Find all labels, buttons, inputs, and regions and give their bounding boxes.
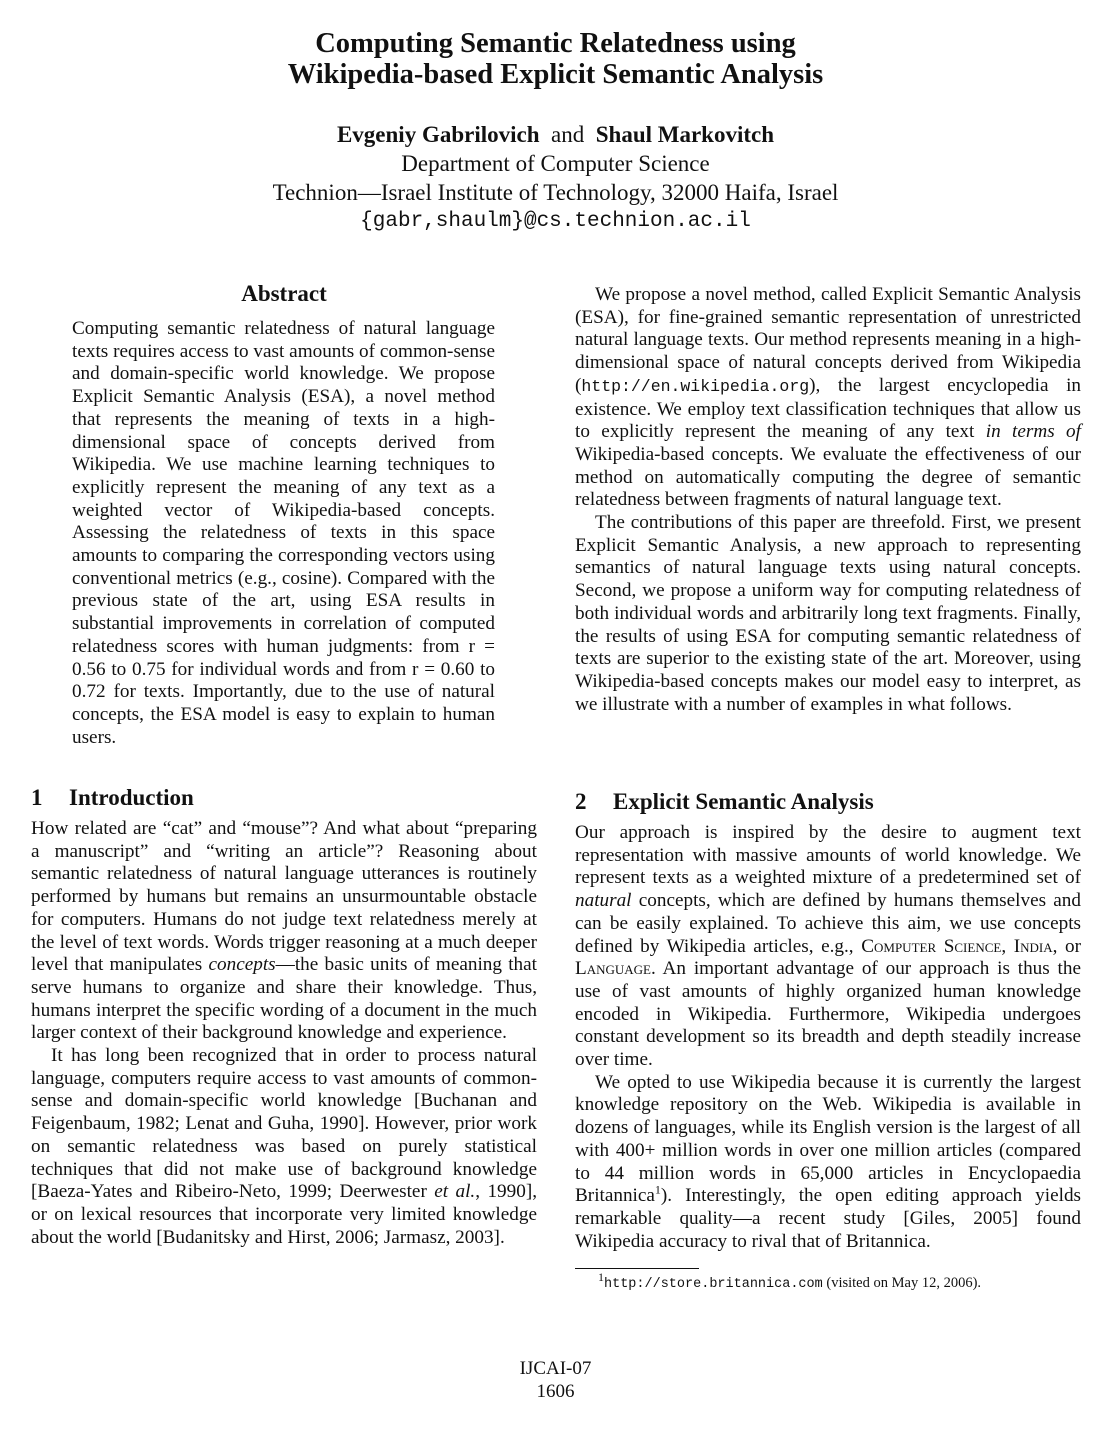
- esa-paragraph-2: We opted to use Wikipedia because it is currently the largest knowledge repository on the Web. Wikipedia is available in dozens of languages, while its English version is the largest of all with 400+ million words in over one million articles (compared to 44 million words in 65,000 articles in Encyclopaedia Britannica$^1$). Interestingly, the open editing approach yields remarkable quality—a recent study [Giles, 2005] found Wikipedia accuracy to rival that of Britannica.: [575, 1071, 1081, 1252]
- esa-body: [575, 822, 1081, 1253]
- concept-language: Language: [575, 958, 651, 980]
- abstract-text: Computing semantic relatedness of natural language texts requires access to vast amounts of common-sense and domain-specific world knowledge. We propose Explicit Semantic Analysis (ESA), a novel method that represents the meaning of texts in a high-dimensional space of concepts derived from Wikipedia. We use machine learning techniques to explicitly represent the meaning of any text as a weighted vector of Wikipedia-based concepts. Assessing the relatedness of texts in this space amounts to comparing the corresponding vectors using conventional metrics (e.g., cosine). Compared with the previous state of the art, using ESA results in substantial improvements in correlation of computed relatedness scores with human judgments: from r = 0.56 to 0.75 for individual words and from r = 0.60 to 0.72 for texts. Importantly, due to the use of natural concepts, the ESA model is easy to explain to human users.: [72, 318, 495, 748]
- section-1-heading: [31, 784, 194, 811]
- department: Department of Computer Science: [401, 151, 710, 176]
- section-1-title: Introduction: [69, 785, 194, 810]
- author-2: Shaul Markovitch: [595, 122, 775, 147]
- venue: IJCAI-07: [519, 1358, 592, 1379]
- esa-paragraph-1: Our approach is inspired by the desire to augment text representation with massive amounts of world knowledge. We represent texts as a weighted mixture of a predetermined set of natural concepts, which are defined by humans themselves and can be easily explained. To achieve this aim, we use concepts defined by Wikipedia articles, e.g., Computer Science, India, or Language. An important advantage of our approach is thus the use of vast amounts of highly organized human knowledge encoded in Wikipedia. Furthermore, Wikipedia undergoes constant development so its breadth and depth steadily increase over time.: [575, 822, 1082, 1071]
- author-names: [0, 120, 1111, 149]
- footnote-ref: 1: [654, 1182, 661, 1197]
- intro-paragraph-4: The contributions of this paper are threefold. First, we present Explicit Semantic Analysis, a new approach to representing semantics of natural language texts using natural concepts. Second, we propose a uniform way for computing relatedness of both individual words and arbitrarily long text fragments. Finally, the results of using ESA for computing semantic relatedness of texts are superior to the existing state of the art. Moreover, using Wikipedia-based concepts makes our model easy to interpret, as we illustrate with a number of examples in what follows.: [575, 512, 1081, 715]
- author-email: {gabr,shaulm}@cs.technion.ac.il: [360, 210, 751, 233]
- section-1-number: 1: [31, 785, 43, 810]
- intro-paragraph-1: How related are “cat” and “mouse”? And what about “preparing a manuscript” and “writing an article”? Reasoning about semantic relatedness of natural language utterances is routinely performed by humans but remains an unsurmountable obstacle for computers. Humans do not judge text relatedness merely at the level of text words. Words trigger reasoning at a much deeper level that manipulates concepts—the basic units of meaning that serve humans to organize and share their knowledge. Thus, humans interpret the specific wording of a document in the much larger context of their background knowledge and experience.: [31, 818, 537, 1044]
- abstract-body: [72, 318, 495, 749]
- author-block: [0, 120, 1111, 236]
- section-2-number: 2: [575, 789, 587, 814]
- footnote-mark: 1: [598, 1270, 604, 1285]
- abstract-heading: Abstract: [241, 281, 327, 306]
- footnote-rule: [575, 1268, 699, 1269]
- institution: Technion—Israel Institute of Technology, 32000 Haifa, Israel: [272, 180, 839, 205]
- title-line-1: Computing Semantic Relatedness using: [315, 28, 796, 59]
- page-number: 1606: [536, 1381, 575, 1402]
- intro-body: [31, 818, 537, 1249]
- paper-title: [0, 28, 1111, 90]
- intro-paragraph-3: We propose a novel method, called Explicit Semantic Analysis (ESA), for fine-grained semantic representation of unrestricted natural language texts. Our method represents meaning in a high-dimensional space of natural concepts derived from Wikipedia (http://en.wikipedia.org), the largest encyclopedia in existence. We employ text classification techniques that allow us to explicitly represent the meaning of any text in terms of Wikipedia-based concepts. We evaluate the effectiveness of our method on automatically computing the degree of semantic relatedness between fragments of natural language text.: [575, 284, 1081, 511]
- footnote-url: http://store.britannica.com: [604, 1277, 823, 1292]
- footnote-text: (visited on May 12, 2006).: [822, 1275, 982, 1291]
- wikipedia-url: http://en.wikipedia.org: [581, 376, 810, 396]
- page-footer: [0, 1357, 1111, 1403]
- title-line-2: Wikipedia-based Explicit Semantic Analysis: [287, 59, 824, 90]
- section-2-heading: [575, 788, 874, 815]
- section-2-title: Explicit Semantic Analysis: [613, 789, 874, 814]
- footnote: [598, 1270, 1078, 1294]
- concept-computer-science: Computer Science: [861, 935, 1002, 957]
- author-1: Evgeniy Gabrilovich: [336, 122, 540, 147]
- concept-india: India: [1013, 935, 1053, 957]
- intro-continued: [575, 284, 1081, 716]
- author-conj: and: [551, 122, 585, 147]
- intro-paragraph-2: It has long been recognized that in order to process natural language, computers require access to vast amounts of common-sense and domain-specific world knowledge [Buchanan and Feigenbaum, 1982; Lenat and Guha, 1990]. However, prior work on semantic relatedness was based on purely statistical techniques that did not make use of background knowledge [Baeza-Yates and Ribeiro-Neto, 1999; Deerwester et al., 1990], or on lexical resources that incorporate very limited knowledge about the world [Budanitsky and Hirst, 2006; Jarmasz, 2003].: [31, 1045, 537, 1248]
